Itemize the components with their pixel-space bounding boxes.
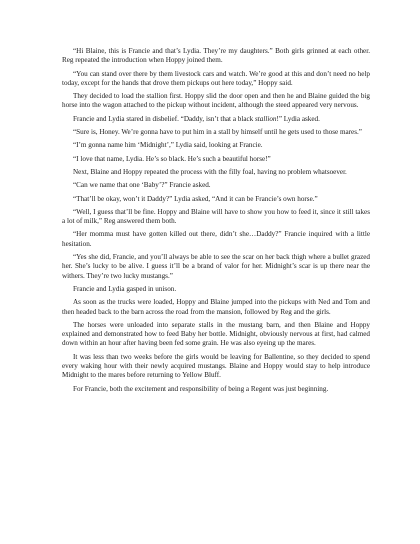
paragraph: “Her momma must have gotten killed out there, didn’t she…Daddy?” Francie inquired with a little hesitation. [62,230,370,248]
paragraph: Francie and Lydia gasped in unison. [73,284,177,293]
paragraph: “That’ll be okay, won’t it Daddy?” Lydia asked, “And it can be Francie’s own horse.” [73,194,318,203]
paragraph: “Yes she did, Francie, and you’ll always be able to see the scar on her back thigh where a bullet grazed her. She’s lucky to be alive. I guess it’ll be a brand of valor for her. Midnight’s scar is up there near the withers. They’re two lucky mustangs.” [62,253,370,280]
paragraph: It was less than two weeks before the girls would be leaving for Ballentine, so they decided to spend every waking hour with their newly acquired mustangs. Blaine and Hoppy would stay to help introduce Midnight to the mares before returning to Yellow Bluff. [62,352,370,380]
paragraph [62,115,370,124]
emphasized-word: stallion [255,114,277,123]
paragraph: “I’m gonna name him ‘Midnight’,” Lydia said, looking at Francie. [73,141,263,150]
paragraph: “Can we name that one ‘Baby’?” Francie asked. [73,181,211,190]
paragraph-text: !” Lydia asked. [276,114,320,123]
paragraph: The horses were unloaded into separate stalls in the mustang barn, and then Blaine and Hoppy explained and demonstrated how to feed Baby her bottle. Midnight, obviously nervous at first, had calmed down within an hour after having been fed some grain. He was also eyeing up the mares. [62,320,370,348]
paragraph: They decided to load the stallion first. Hoppy slid the door open and then he and Blaine guided the big horse into the wagon attached to the pickup without incident, although the steed appeared very nervous. [62,92,370,110]
paragraph: “Well, I guess that’ll be fine. Hoppy and Blaine will have to show you how to feed it, since it still takes a lot of milk,” Reg answered them both. [62,207,370,226]
paragraph-text: Francie and Lydia stared in disbelief. “Daddy, isn’t that a black [73,114,256,123]
paragraph: As soon as the trucks were loaded, Hoppy and Blaine jumped into the pickups with Ned and Tom and then headed back to the barn across the road from the mansion, followed by Reg and the girls. [62,298,370,316]
paragraph: “You can stand over there by them livestock cars and watch. We’re good at this and don’t need no help today, except for the hands that drove them pickups out here today,” Hoppy said. [62,69,370,87]
paragraph: “Sure is, Honey. We’re gonna have to put him in a stall by himself until he gets used to those mares.” [73,128,362,137]
book-page-text [62,47,370,394]
paragraph: Next, Blaine and Hoppy repeated the process with the filly foal, having no problem whatsoever. [73,167,347,176]
paragraph: “Hi Blaine, this is Francie and that’s Lydia. They’re my daughters.” Both girls grinned at each other. Reg repeated the introduction when Hoppy joined them. [62,47,370,65]
paragraph: For Francie, both the excitement and responsibility of being a Regent was just beginning. [73,384,329,393]
paragraph: “I love that name, Lydia. He’s so black. He’s such a beautiful horse!” [73,154,271,163]
